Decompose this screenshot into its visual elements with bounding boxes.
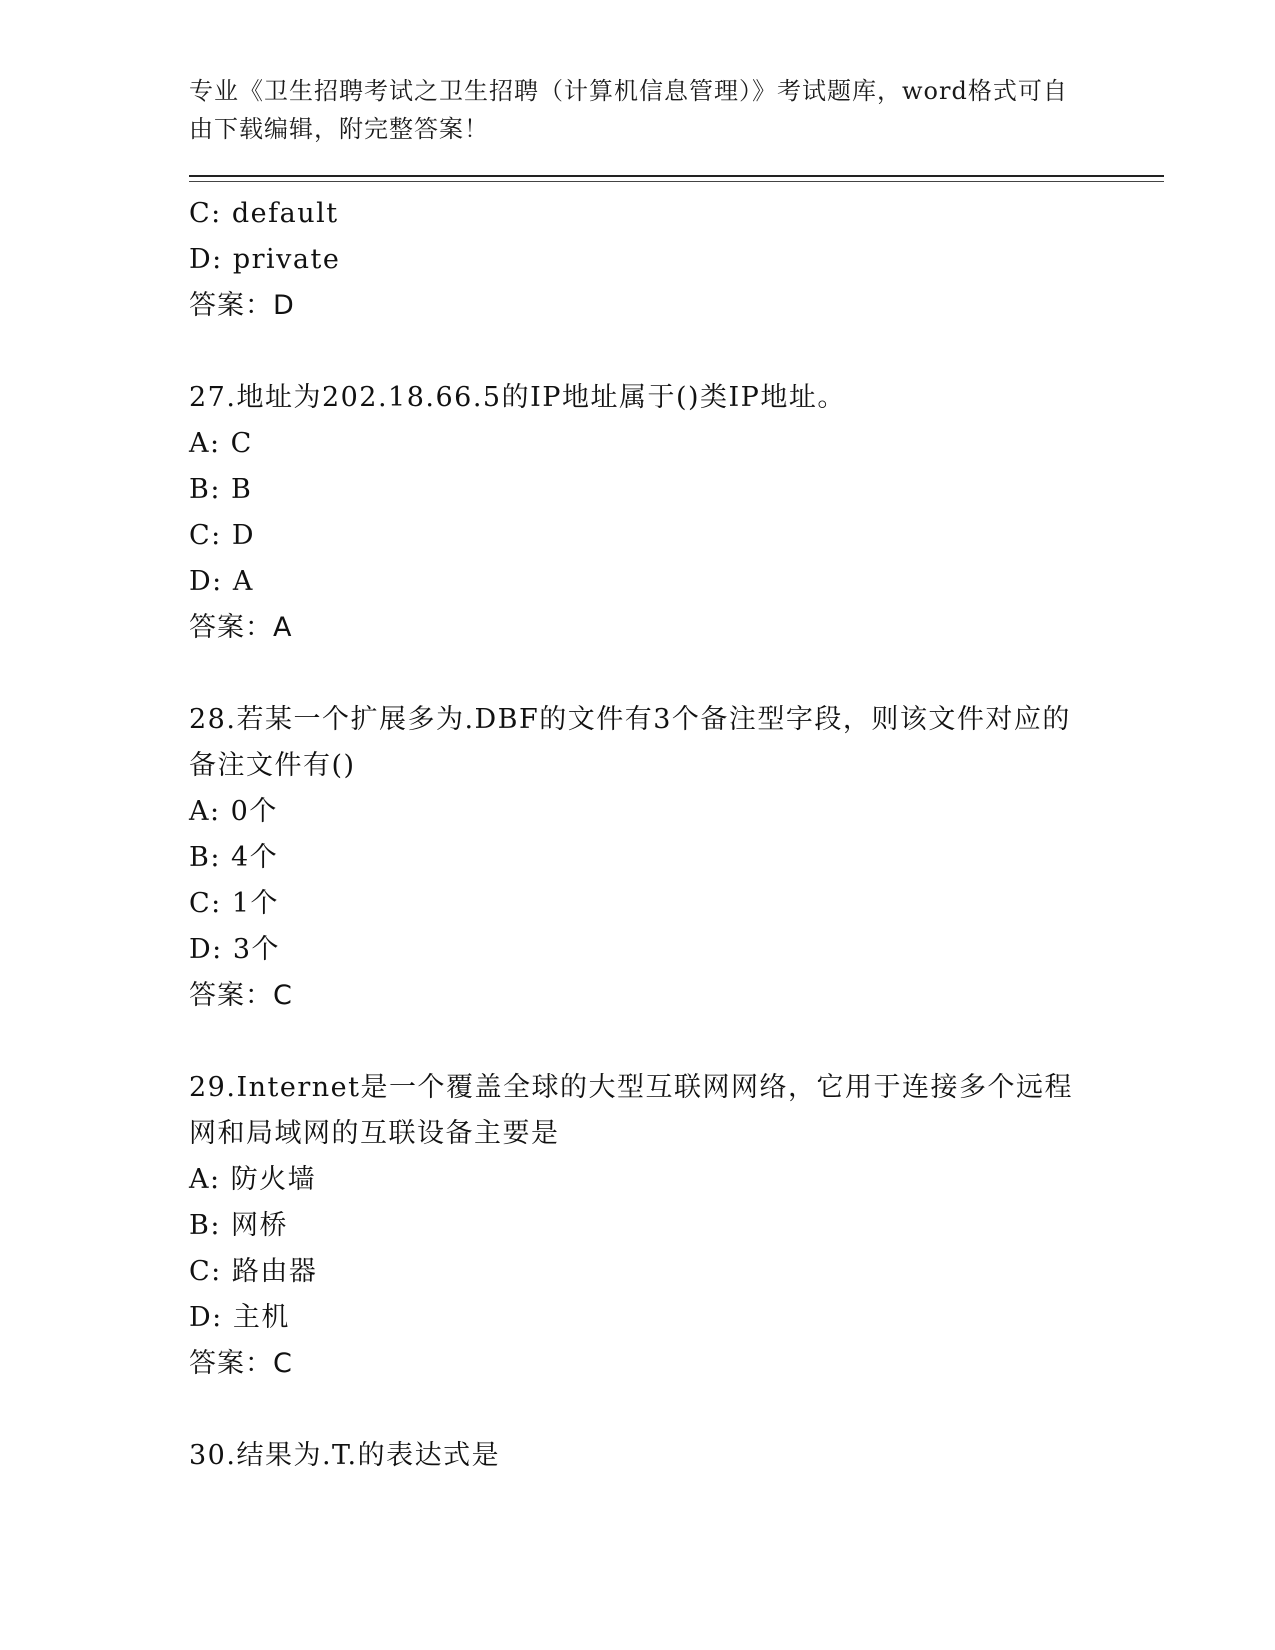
question-stem: 27.地址为202.18.66.5的IP地址属于()类IP地址。 [189, 382, 846, 413]
answer-line: 答案：C [189, 980, 293, 1011]
question-28 [189, 697, 1089, 1019]
option-c: C: D [189, 520, 255, 551]
document-header [189, 72, 1079, 148]
question-stem-continued: 网和局域网的互联设备主要是 [189, 1118, 560, 1149]
question-27 [189, 375, 1089, 651]
question-stem: 30.结果为.T.的表达式是 [189, 1440, 501, 1471]
answer-line: 答案：A [189, 612, 293, 643]
question-30 [189, 1433, 1089, 1479]
header-line-2: 由下载编辑，附完整答案！ [189, 115, 489, 143]
option-b: B: 4个 [189, 842, 279, 873]
question-carryover [189, 191, 1089, 329]
option-a: A: 0个 [189, 796, 278, 827]
option-a: A: 防火墙 [189, 1164, 317, 1195]
question-29 [189, 1065, 1089, 1387]
question-spacer [189, 651, 1089, 697]
option-a: A: C [189, 428, 253, 459]
question-stem-continued: 备注文件有() [189, 750, 356, 781]
question-list [189, 191, 1089, 1479]
option-b: B: 网桥 [189, 1210, 289, 1241]
header-divider-thick [189, 175, 1164, 177]
question-stem: 29.Internet是一个覆盖全球的大型互联网网络，它用于连接多个远程 [189, 1072, 1073, 1103]
option-d: D: 3个 [189, 934, 281, 965]
option-d: D: private [189, 244, 341, 275]
header-divider-thin [189, 181, 1164, 182]
question-stem: 28.若某一个扩展多为.DBF的文件有3个备注型字段，则该文件对应的 [189, 704, 1071, 735]
option-b: B: B [189, 474, 253, 505]
header-line-1: 专业《卫生招聘考试之卫生招聘（计算机信息管理）》考试题库，word格式可自 [189, 77, 1068, 105]
question-spacer [189, 1387, 1089, 1433]
answer-line: 答案：C [189, 1348, 293, 1379]
option-c: C: 路由器 [189, 1256, 318, 1287]
option-d: D: 主机 [189, 1302, 290, 1333]
option-d: D: A [189, 566, 254, 597]
question-spacer [189, 329, 1089, 375]
question-spacer [189, 1019, 1089, 1065]
answer-line: 答案：D [189, 290, 295, 321]
option-c: C: 1个 [189, 888, 280, 919]
option-c: C: default [189, 198, 339, 229]
